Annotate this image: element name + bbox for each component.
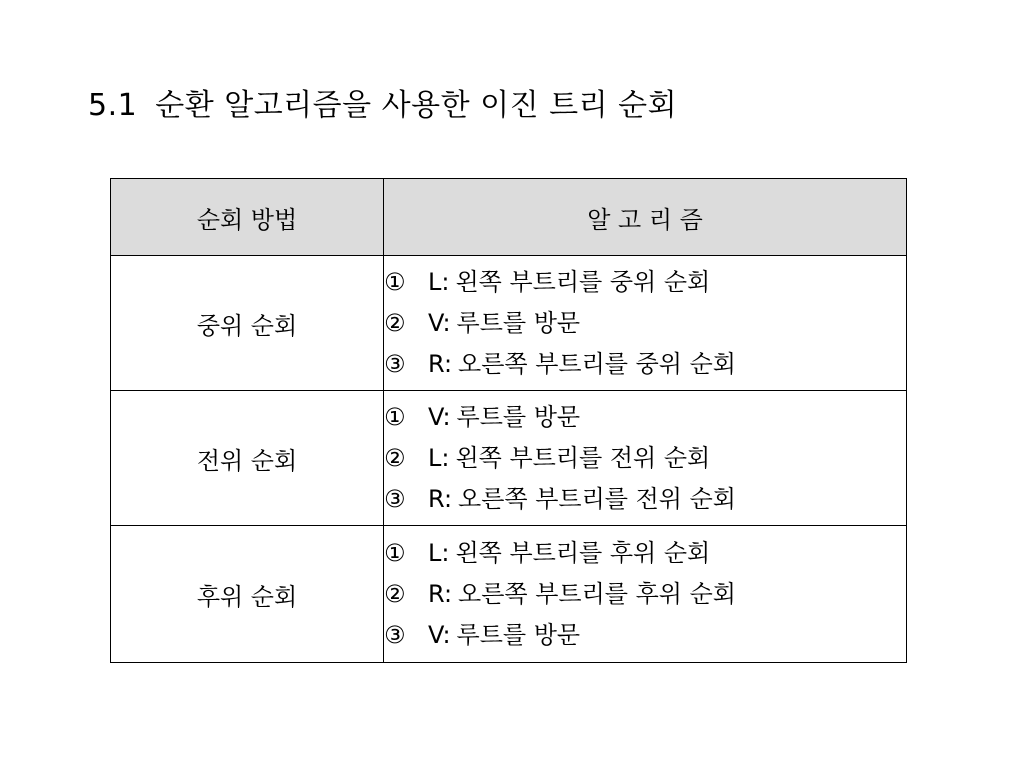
step-key: L: [428,443,450,472]
step-text: 루트를 방문 [456,402,581,431]
step-text: 오른쪽 부트리를 중위 순회 [458,349,736,378]
step-item [384,438,906,479]
steps-cell-postorder [384,526,907,663]
title-text: 순환 알고리즘을 사용한 이진 트리 순회 [155,88,678,123]
step-number: ③ [384,484,406,513]
step-text: 루트를 방문 [456,620,581,649]
header-method: 순회 방법 [111,179,384,256]
traversal-table [110,178,907,663]
step-item [384,303,906,344]
step-item [384,533,906,574]
header-algorithm: 알 고 리 즘 [384,179,907,256]
step-text: 왼쪽 부트리를 전위 순회 [455,443,711,472]
step-number: ② [384,308,406,337]
step-text: 오른쪽 부트리를 전위 순회 [458,484,736,513]
step-number: ① [384,402,406,431]
step-text: 왼쪽 부트리를 중위 순회 [455,267,711,296]
step-text: 루트를 방문 [456,308,581,337]
step-number: ① [384,538,406,567]
step-key: L: [428,267,450,296]
table-header-row [111,179,907,256]
step-item [384,615,906,656]
step-item [384,479,906,520]
table-row [111,526,907,663]
step-key: V: [428,402,451,431]
steps-cell-preorder [384,391,907,526]
step-key: R: [428,349,453,378]
step-item [384,262,906,303]
method-cell-preorder: 전위 순회 [111,391,384,526]
step-text: 오른쪽 부트리를 후위 순회 [458,579,736,608]
method-cell-postorder: 후위 순회 [111,526,384,663]
steps-cell-inorder [384,256,907,391]
step-text: 왼쪽 부트리를 후위 순회 [455,538,711,567]
step-key: V: [428,308,451,337]
step-number: ② [384,443,406,472]
step-number: ② [384,579,406,608]
step-item [384,397,906,438]
step-key: V: [428,620,451,649]
step-number: ① [384,267,406,296]
method-cell-inorder: 중위 순회 [111,256,384,391]
step-key: R: [428,579,453,608]
section-number: 5.1 [88,88,138,123]
step-key: L: [428,538,450,567]
table-row [111,256,907,391]
page-title [88,86,677,126]
step-number: ③ [384,620,406,649]
step-number: ③ [384,349,406,378]
table-row [111,391,907,526]
step-item [384,574,906,615]
step-key: R: [428,484,453,513]
step-item [384,344,906,385]
